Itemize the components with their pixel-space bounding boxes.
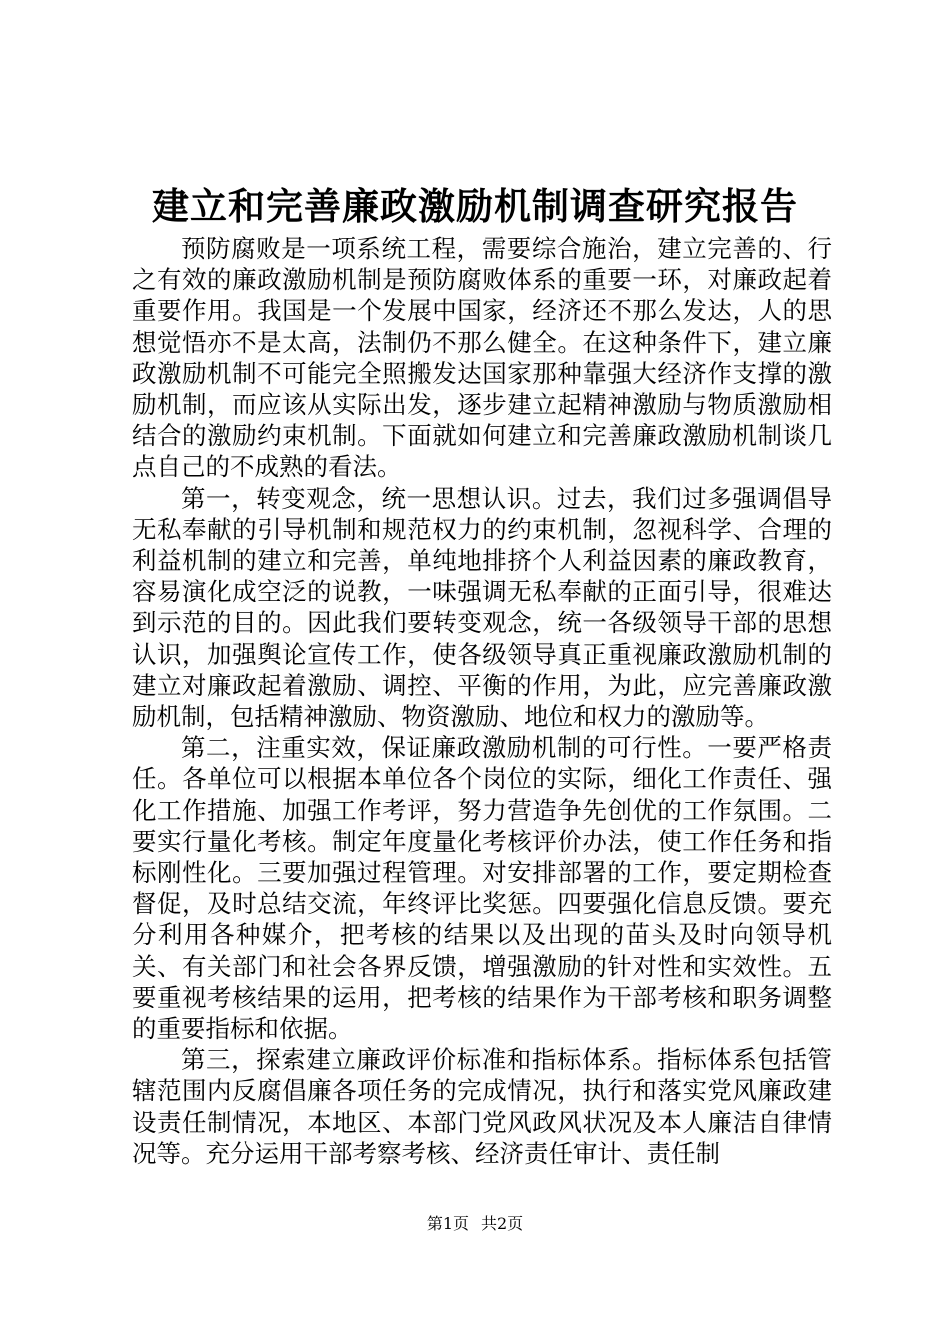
document-body bbox=[132, 233, 832, 1169]
page-number: 第1页 bbox=[426, 1214, 469, 1233]
paragraph-third: 第三，探索建立廉政评价标准和指标体系。指标体系包括管辖范围内反腐倡廉各项任务的完成情况，执行和落实党风廉政建设责任制情况，本地区、本部门党风政风状况及本人廉洁自律情况等。充分运用干部考察考核、经济责任审计、责任制 bbox=[132, 1045, 832, 1168]
paragraph-first: 第一，转变观念，统一思想认识。过去，我们过多强调倡导无私奉献的引导机制和规范权力的约束机制，忽视科学、合理的利益机制的建立和完善，单纯地排挤个人利益因素的廉政教育，容易演化成空泛的说教，一味强调无私奉献的正面引导，很难达到示范的目的。因此我们要转变观念，统一各级领导干部的思想认识，加强舆论宣传工作，使各级领导真正重视廉政激励机制的建立对廉政起着激励、调控、平衡的作用，为此，应完善廉政激励机制，包括精神激励、物资激励、地位和权力的激励等。 bbox=[132, 483, 832, 732]
paragraph-intro: 预防腐败是一项系统工程，需要综合施治，建立完善的、行之有效的廉政激励机制是预防腐败体系的重要一环，对廉政起着重要作用。我国是一个发展中国家，经济还不那么发达，人的思想觉悟亦不是太高，法制仍不那么健全。在这种条件下，建立廉政激励机制不可能完全照搬发达国家那种靠强大经济作支撑的激励机制，而应该从实际出发，逐步建立起精神激励与物质激励相结合的激励约束机制。下面就如何建立和完善廉政激励机制谈几点自己的不成熟的看法。 bbox=[132, 234, 832, 482]
page-total: 共2页 bbox=[481, 1214, 524, 1233]
page-footer bbox=[0, 1212, 950, 1236]
paragraph-second: 第二，注重实效，保证廉政激励机制的可行性。一要严格责任。各单位可以根据本单位各个岗位的实际，细化工作责任、强化工作措施、加强工作考评，努力营造争先创优的工作氛围。二要实行量化考核。制定年度量化考核评价办法，使工作任务和指标刚性化。三要加强过程管理。对安排部署的工作，要定期检查督促，及时总结交流，年终评比奖惩。四要强化信息反馈。要充分利用各种媒介，把考核的结果以及出现的苗头及时向领导机关、有关部门和社会各界反馈，增强激励的针对性和实效性。五要重视考核结果的运用，把考核的结果作为干部考核和职务调整的重要指标和依据。 bbox=[132, 733, 832, 1044]
document-title: 建立和完善廉政激励机制调查研究报告 bbox=[152, 184, 798, 228]
